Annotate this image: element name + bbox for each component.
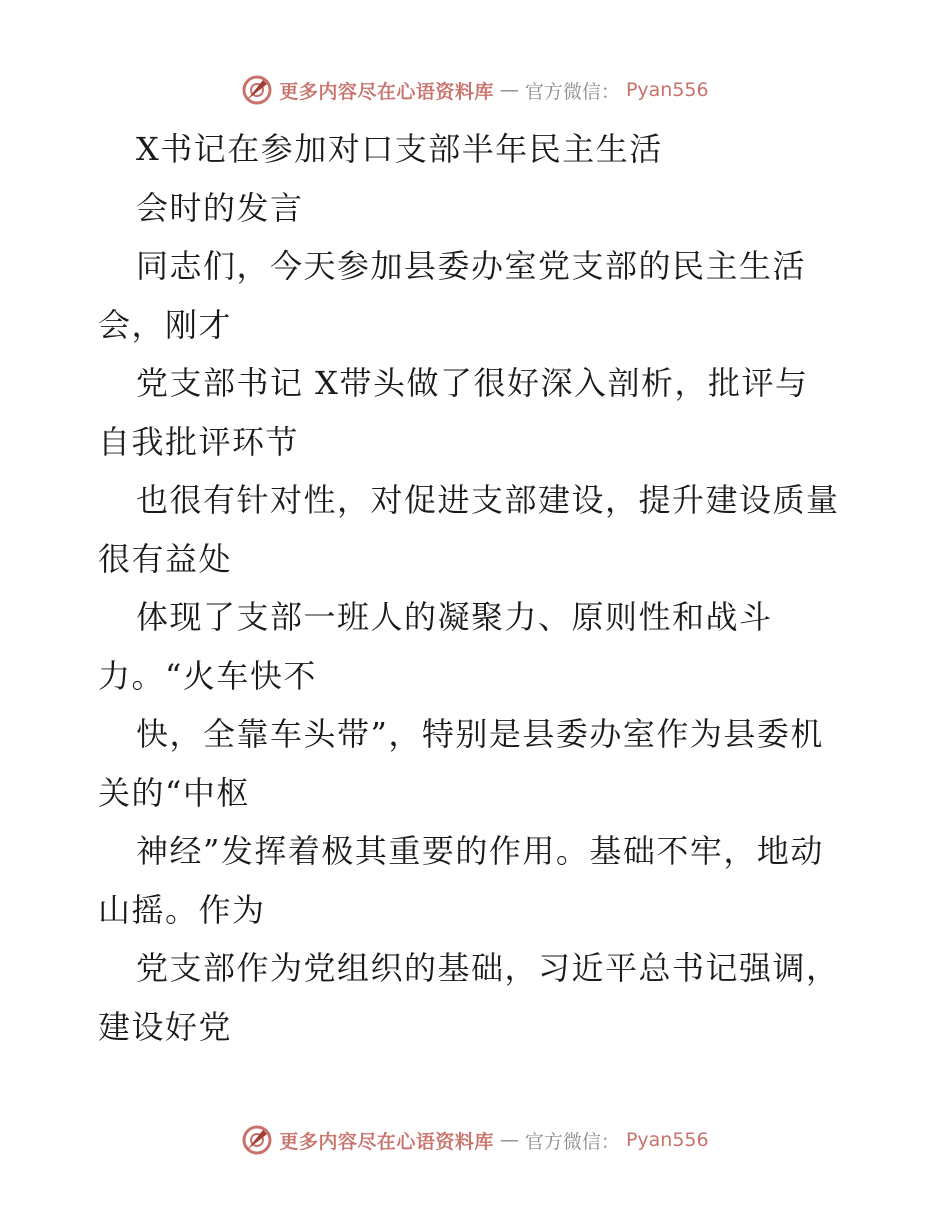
- document-line: 同志们，今天参加县委办室党支部的民主生活: [136, 247, 807, 285]
- banner-separator: —: [499, 1129, 519, 1151]
- document-line: 会，刚才: [98, 305, 233, 344]
- document-line: 力。“火车快不: [98, 656, 317, 695]
- document-body: [98, 120, 858, 1056]
- document-line: 党支部作为党组织的基础，习近平总书记强调，: [136, 949, 840, 987]
- quill-logo-icon: [241, 1124, 273, 1156]
- quill-logo-icon: [241, 74, 273, 106]
- document-line: 很有益处: [98, 539, 233, 578]
- banner-wechat-id: Pyan556: [625, 1129, 709, 1151]
- document-line: 会时的发言: [136, 188, 304, 227]
- document-line: 体现了支部一班人的凝聚力、原则性和战斗: [136, 598, 773, 636]
- document-line: 自我批评环节: [98, 422, 300, 461]
- document-line: 也很有针对性，对促进支部建设，提升建设质量: [136, 481, 840, 519]
- footer-banner: [0, 1120, 950, 1160]
- document-line: 山摇。作为: [98, 890, 266, 929]
- document-line: 建设好党: [98, 1007, 233, 1046]
- document-line: 党支部书记 X带头做了很好深入剖析，批评与: [136, 364, 809, 402]
- header-banner: [0, 70, 950, 110]
- document-line: 快，全靠车头带”，特别是县委办室作为县委机: [136, 715, 824, 753]
- banner-separator: —: [499, 79, 519, 101]
- banner-wechat-label: 官方微信：: [524, 1130, 620, 1153]
- document-line: 神经”发挥着极其重要的作用。基础不牢，地动: [136, 832, 824, 870]
- banner-wechat-id: Pyan556: [625, 79, 709, 101]
- document-line: X书记在参加对口支部半年民主生活: [136, 130, 663, 168]
- banner-site-text: 更多内容尽在心语资料库: [279, 80, 494, 103]
- banner-wechat-label: 官方微信：: [524, 80, 620, 103]
- document-line: 关的“中枢: [98, 773, 250, 812]
- banner-site-text: 更多内容尽在心语资料库: [279, 1130, 494, 1153]
